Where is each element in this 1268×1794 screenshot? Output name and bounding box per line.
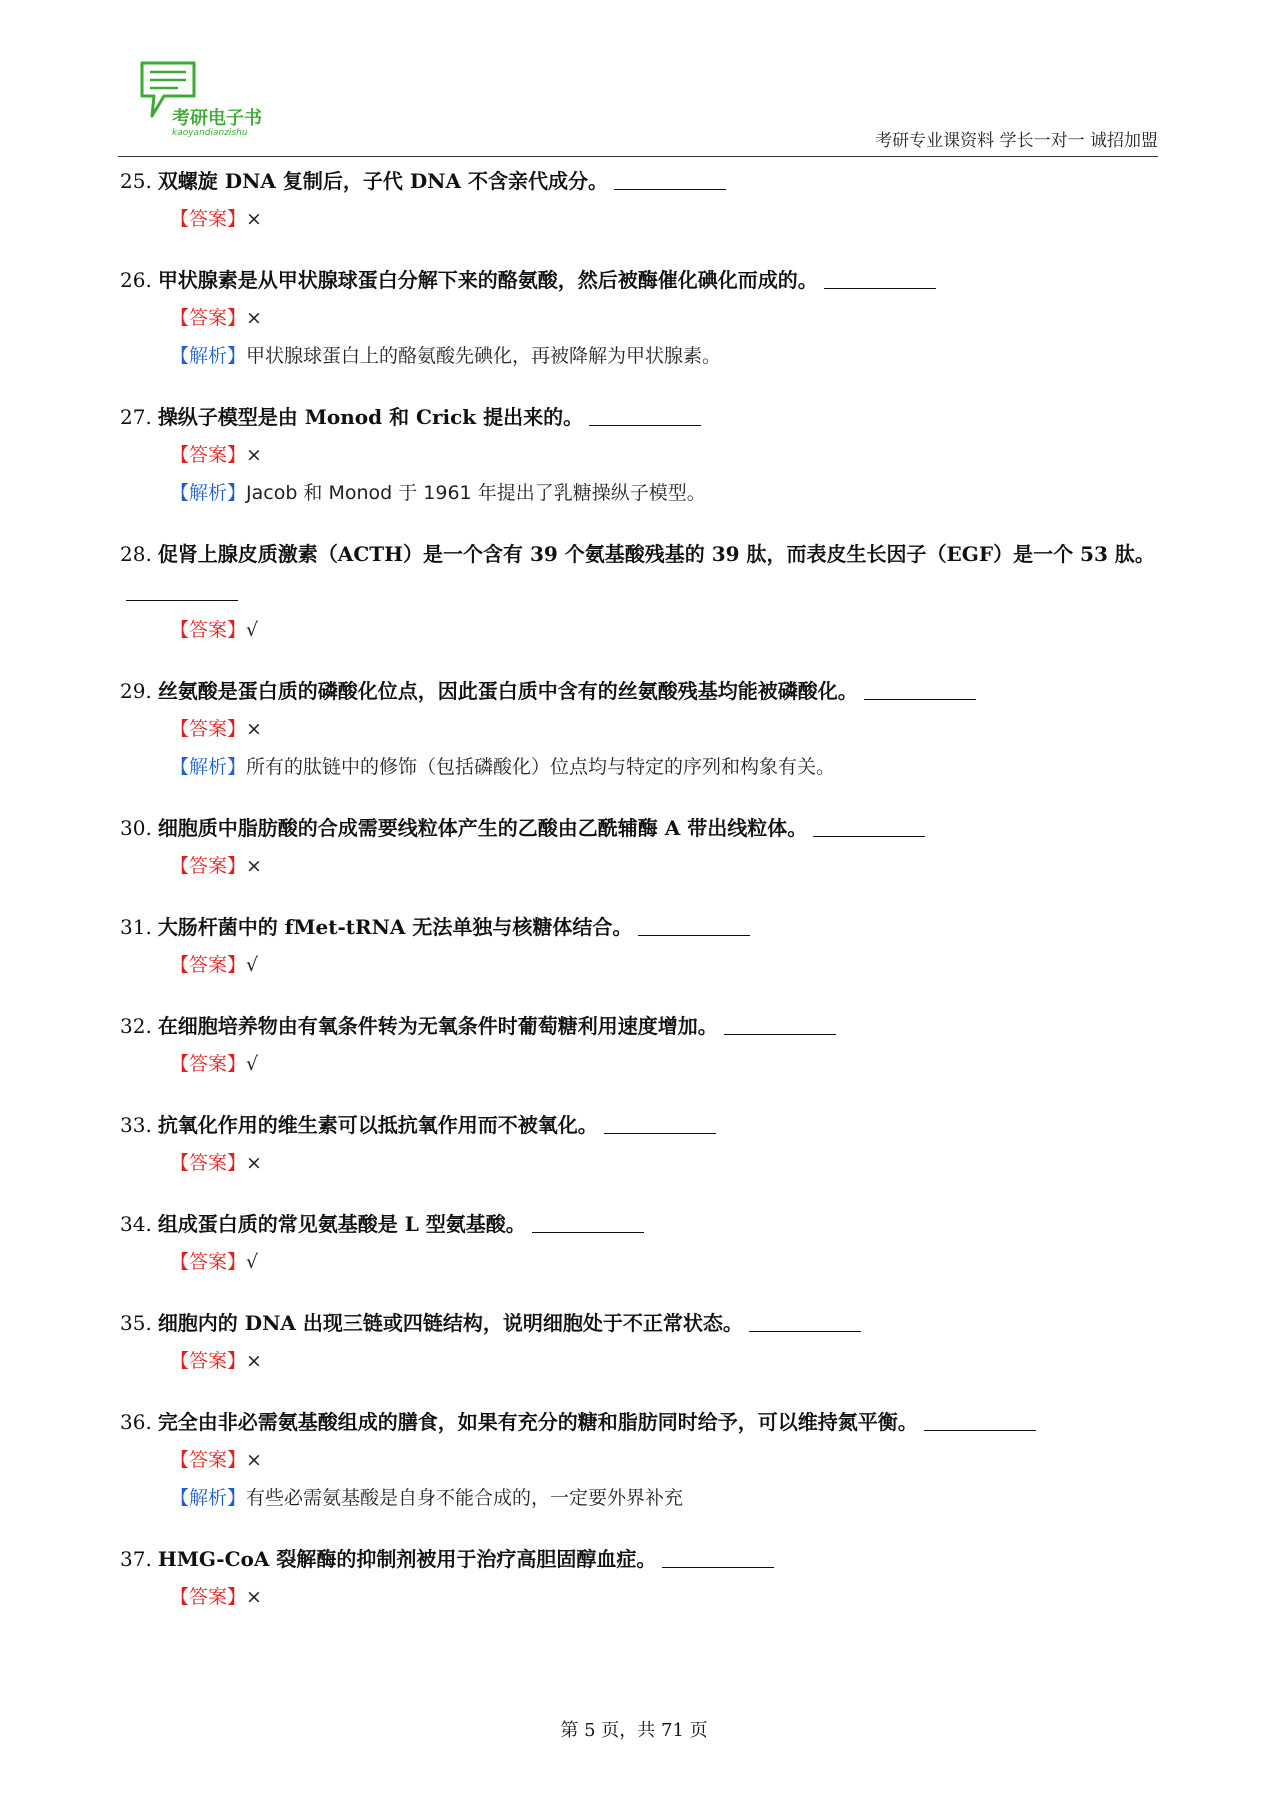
answer-label: 【答案】 xyxy=(170,1350,247,1372)
answer-value: × xyxy=(246,208,262,230)
question-item xyxy=(120,1007,1160,1083)
explanation-label: 【解析】 xyxy=(170,1487,247,1509)
answer-label: 【答案】 xyxy=(170,1586,247,1608)
explanation-line xyxy=(120,1479,1160,1517)
explanation-line xyxy=(120,337,1160,375)
header-tagline: 考研专业课资料 学长一对一 诚招加盟 xyxy=(875,131,1158,151)
answer-line xyxy=(120,847,1160,885)
question-text xyxy=(120,162,1160,200)
answer-blank xyxy=(604,1113,716,1134)
question-statement: 细胞质中脂肪酸的合成需要线粒体产生的乙酸由乙酰辅酶 A 带出线粒体。 xyxy=(157,816,808,840)
question-item xyxy=(120,1106,1160,1182)
question-statement: 完全由非必需氨基酸组成的膳食，如果有充分的糖和脂肪同时给予，可以维持氮平衡。 xyxy=(157,1410,918,1434)
answer-value: × xyxy=(246,444,262,466)
question-number: 31. xyxy=(120,915,152,939)
question-number: 34. xyxy=(120,1212,152,1236)
answer-blank xyxy=(924,1410,1036,1431)
explanation-text: 甲状腺球蛋白上的酪氨酸先碘化，再被降解为甲状腺素。 xyxy=(246,345,722,367)
answer-line xyxy=(120,946,1160,984)
answer-label: 【答案】 xyxy=(170,208,247,230)
answer-label: 【答案】 xyxy=(170,718,247,740)
answer-blank xyxy=(724,1014,836,1035)
explanation-label: 【解析】 xyxy=(170,756,247,778)
answer-line xyxy=(120,1243,1160,1281)
explanation-text: 有些必需氨基酸是自身不能合成的，一定要外界补充 xyxy=(246,1487,684,1509)
answer-value: × xyxy=(246,855,262,877)
question-statement: 大肠杆菌中的 fMet-tRNA 无法单独与核糖体结合。 xyxy=(157,915,633,939)
answer-line xyxy=(120,1045,1160,1083)
answer-value: × xyxy=(246,718,262,740)
question-text xyxy=(120,535,1160,611)
question-statement: 细胞内的 DNA 出现三链或四链结构，说明细胞处于不正常状态。 xyxy=(157,1311,743,1335)
question-text xyxy=(120,809,1160,847)
page-header xyxy=(118,60,1158,156)
question-text xyxy=(120,1007,1160,1045)
question-text xyxy=(120,1304,1160,1342)
question-text xyxy=(120,1403,1160,1441)
answer-value: × xyxy=(246,1586,262,1608)
question-number: 26. xyxy=(120,268,152,292)
question-item xyxy=(120,1540,1160,1616)
question-item xyxy=(120,1304,1160,1380)
answer-value: × xyxy=(246,1152,262,1174)
answer-line xyxy=(120,299,1160,337)
answer-label: 【答案】 xyxy=(170,1251,247,1273)
question-number: 25. xyxy=(120,169,152,193)
question-item xyxy=(120,398,1160,512)
explanation-text: 所有的肽链中的修饰（包括磷酸化）位点均与特定的序列和构象有关。 xyxy=(246,756,836,778)
answer-value: √ xyxy=(246,619,259,641)
answer-label: 【答案】 xyxy=(170,444,247,466)
answer-value: √ xyxy=(246,1053,259,1075)
question-item xyxy=(120,261,1160,375)
question-statement: 在细胞培养物由有氧条件转为无氧条件时葡萄糖利用速度增加。 xyxy=(157,1014,718,1038)
question-text xyxy=(120,261,1160,299)
header-divider xyxy=(118,156,1158,157)
answer-blank xyxy=(824,268,936,289)
question-number: 27. xyxy=(120,405,152,429)
question-number: 35. xyxy=(120,1311,152,1335)
question-list xyxy=(120,162,1160,1639)
answer-label: 【答案】 xyxy=(170,954,247,976)
answer-value: √ xyxy=(246,1251,259,1273)
question-number: 33. xyxy=(120,1113,152,1137)
answer-value: × xyxy=(246,307,262,329)
answer-line xyxy=(120,611,1160,649)
answer-line xyxy=(120,200,1160,238)
question-number: 36. xyxy=(120,1410,152,1434)
answer-blank xyxy=(126,580,238,601)
page-number: 第 5 页，共 71 页 xyxy=(560,1720,708,1741)
question-item xyxy=(120,162,1160,238)
answer-blank xyxy=(532,1212,644,1233)
question-item xyxy=(120,672,1160,786)
answer-label: 【答案】 xyxy=(170,1053,247,1075)
answer-line xyxy=(120,1144,1160,1182)
question-number: 32. xyxy=(120,1014,152,1038)
question-text xyxy=(120,908,1160,946)
question-text xyxy=(120,1106,1160,1144)
answer-blank xyxy=(662,1547,774,1568)
answer-blank xyxy=(638,915,750,936)
question-text xyxy=(120,672,1160,710)
answer-value: × xyxy=(246,1350,262,1372)
explanation-label: 【解析】 xyxy=(170,345,247,367)
answer-line xyxy=(120,1342,1160,1380)
answer-blank xyxy=(614,169,726,190)
explanation-text: Jacob 和 Monod 于 1961 年提出了乳糖操纵子模型。 xyxy=(246,482,706,504)
answer-label: 【答案】 xyxy=(170,1449,247,1471)
answer-value: √ xyxy=(246,954,259,976)
question-statement: 促肾上腺皮质激素（ACTH）是一个含有 39 个氨基酸残基的 39 肽，而表皮生长因子（EGF）是一个 53 肽。 xyxy=(157,542,1155,566)
question-statement: HMG-CoA 裂解酶的抑制剂被用于治疗高胆固醇血症。 xyxy=(157,1547,657,1571)
logo xyxy=(138,60,268,150)
question-number: 30. xyxy=(120,816,152,840)
question-number: 29. xyxy=(120,679,152,703)
answer-blank xyxy=(864,679,976,700)
answer-line xyxy=(120,1441,1160,1479)
answer-value: × xyxy=(246,1449,262,1471)
question-text xyxy=(120,1205,1160,1243)
question-item xyxy=(120,1205,1160,1281)
question-text xyxy=(120,1540,1160,1578)
answer-line xyxy=(120,436,1160,474)
question-number: 37. xyxy=(120,1547,152,1571)
answer-line xyxy=(120,1578,1160,1616)
question-statement: 组成蛋白质的常见氨基酸是 L 型氨基酸。 xyxy=(157,1212,526,1236)
answer-label: 【答案】 xyxy=(170,307,247,329)
answer-blank xyxy=(749,1311,861,1332)
question-statement: 抗氧化作用的维生素可以抵抗氧作用而不被氧化。 xyxy=(157,1113,598,1137)
question-statement: 甲状腺素是从甲状腺球蛋白分解下来的酪氨酸，然后被酶催化碘化而成的。 xyxy=(157,268,818,292)
explanation-line xyxy=(120,748,1160,786)
answer-blank xyxy=(813,816,925,837)
logo-text: 考研电子书 xyxy=(172,108,262,129)
answer-label: 【答案】 xyxy=(170,855,247,877)
logo-subtext: kaoyandianzishu xyxy=(172,128,248,138)
answer-line xyxy=(120,710,1160,748)
question-statement: 双螺旋 DNA 复制后，子代 DNA 不含亲代成分。 xyxy=(157,169,608,193)
question-item xyxy=(120,908,1160,984)
explanation-label: 【解析】 xyxy=(170,482,247,504)
answer-label: 【答案】 xyxy=(170,619,247,641)
question-statement: 丝氨酸是蛋白质的磷酸化位点，因此蛋白质中含有的丝氨酸残基均能被磷酸化。 xyxy=(157,679,858,703)
question-statement: 操纵子模型是由 Monod 和 Crick 提出来的。 xyxy=(157,405,584,429)
answer-label: 【答案】 xyxy=(170,1152,247,1174)
question-text xyxy=(120,398,1160,436)
explanation-line xyxy=(120,474,1160,512)
question-item xyxy=(120,535,1160,649)
question-item xyxy=(120,1403,1160,1517)
question-item xyxy=(120,809,1160,885)
answer-blank xyxy=(589,405,701,426)
question-number: 28. xyxy=(120,542,152,566)
